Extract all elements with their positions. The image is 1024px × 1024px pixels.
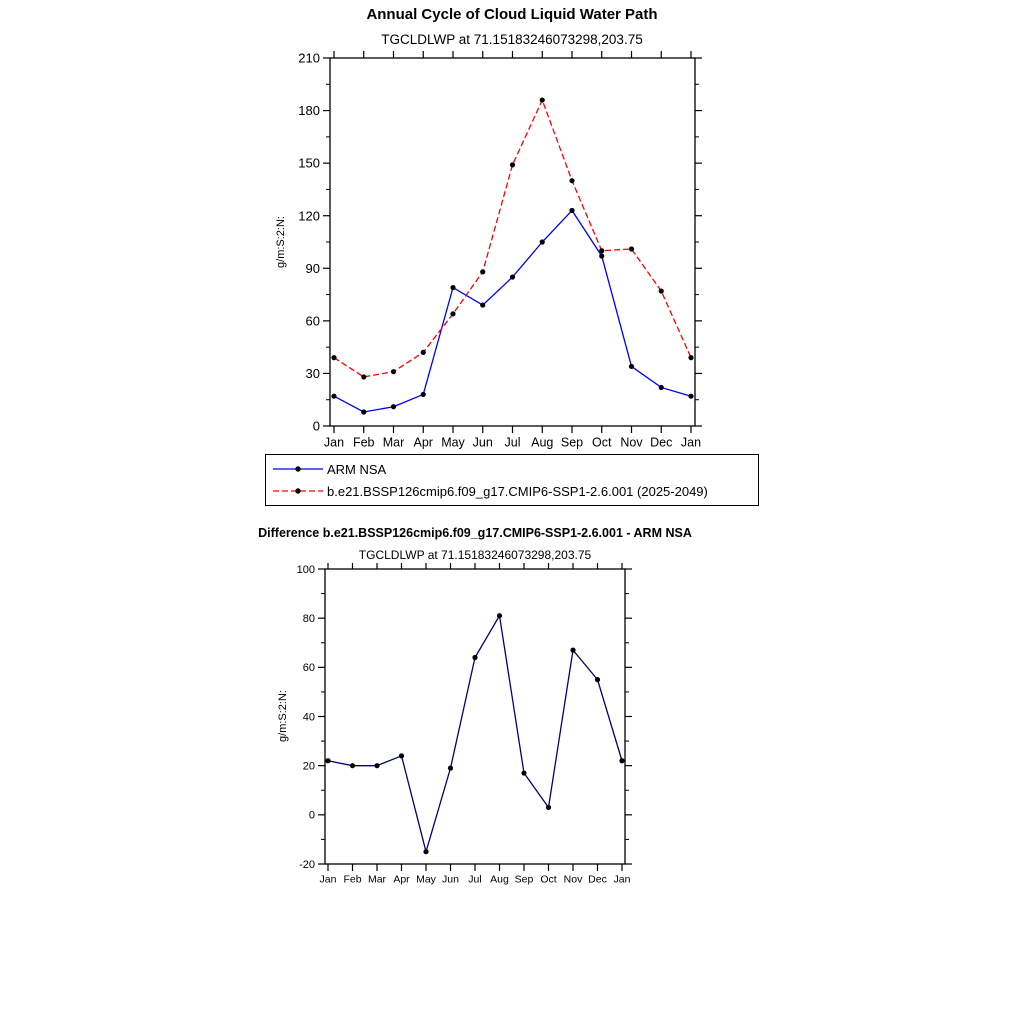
svg-text:Oct: Oct bbox=[540, 873, 557, 886]
svg-text:180: 180 bbox=[298, 103, 320, 119]
legend-item-model bbox=[272, 481, 708, 501]
svg-text:-20: -20 bbox=[299, 858, 315, 871]
top-chart-subtitle: TGCLDLWP at 71.15183246073298,203.75 bbox=[381, 32, 643, 47]
svg-text:Dec: Dec bbox=[588, 873, 607, 886]
difference-chart-subtitle: TGCLDLWP at 71.15183246073298,203.75 bbox=[358, 548, 592, 562]
svg-text:150: 150 bbox=[298, 155, 320, 171]
svg-text:Mar: Mar bbox=[367, 873, 387, 886]
svg-text:Apr: Apr bbox=[413, 435, 433, 450]
top-chart-title: Annual Cycle of Cloud Liquid Water Path bbox=[366, 6, 658, 23]
svg-text:60: 60 bbox=[302, 662, 315, 675]
difference-chart bbox=[270, 563, 690, 893]
annual-cycle-chart bbox=[270, 50, 740, 460]
svg-text:Jul: Jul bbox=[504, 435, 521, 450]
svg-text:40: 40 bbox=[302, 711, 315, 724]
svg-text:100: 100 bbox=[296, 563, 315, 576]
svg-text:Feb: Feb bbox=[343, 873, 362, 886]
svg-text:Jun: Jun bbox=[442, 873, 459, 886]
svg-text:Jan: Jan bbox=[613, 873, 631, 886]
svg-text:Sep: Sep bbox=[514, 873, 534, 886]
svg-text:Jan: Jan bbox=[319, 873, 337, 886]
svg-text:g/m:S:2:N:: g/m:S:2:N: bbox=[277, 690, 289, 742]
legend bbox=[265, 454, 759, 506]
svg-text:Sep: Sep bbox=[560, 435, 584, 450]
svg-text:120: 120 bbox=[298, 208, 320, 224]
svg-text:0: 0 bbox=[308, 809, 315, 822]
svg-text:Nov: Nov bbox=[563, 873, 583, 886]
svg-text:Dec: Dec bbox=[650, 435, 673, 450]
svg-text:210: 210 bbox=[298, 50, 320, 66]
legend-label-arm-nsa: ARM NSA bbox=[327, 461, 387, 477]
legend-label-model: b.e21.BSSP126cmip6.f09_g17.CMIP6-SSP1-2.6.001 (2025-2049) bbox=[327, 483, 708, 499]
svg-text:30: 30 bbox=[305, 365, 320, 381]
svg-text:Jan: Jan bbox=[323, 435, 345, 450]
difference-chart-title: Difference b.e21.BSSP126cmip6.f09_g17.CMIP6-SSP1-2.6.001 - ARM NSA bbox=[258, 526, 692, 540]
svg-text:g/m:S:2:N:: g/m:S:2:N: bbox=[275, 216, 287, 268]
svg-text:0: 0 bbox=[312, 418, 320, 434]
svg-text:Jan: Jan bbox=[680, 435, 702, 450]
legend-line-sample-model bbox=[272, 486, 324, 496]
svg-text:Jul: Jul bbox=[468, 873, 482, 886]
svg-text:20: 20 bbox=[302, 760, 315, 773]
svg-text:Jun: Jun bbox=[472, 435, 493, 450]
svg-text:Aug: Aug bbox=[531, 435, 554, 450]
svg-text:Nov: Nov bbox=[620, 435, 643, 450]
legend-item-arm-nsa bbox=[272, 459, 386, 479]
legend-line-sample-arm-nsa bbox=[272, 464, 324, 474]
svg-text:Aug: Aug bbox=[490, 873, 509, 886]
svg-text:60: 60 bbox=[305, 313, 320, 329]
svg-text:Mar: Mar bbox=[382, 435, 405, 450]
svg-text:Oct: Oct bbox=[592, 435, 612, 450]
svg-text:90: 90 bbox=[305, 260, 320, 276]
svg-text:May: May bbox=[416, 873, 436, 886]
svg-text:May: May bbox=[441, 435, 465, 450]
svg-text:80: 80 bbox=[302, 613, 315, 626]
svg-text:Apr: Apr bbox=[393, 873, 410, 886]
svg-text:Feb: Feb bbox=[352, 435, 375, 450]
